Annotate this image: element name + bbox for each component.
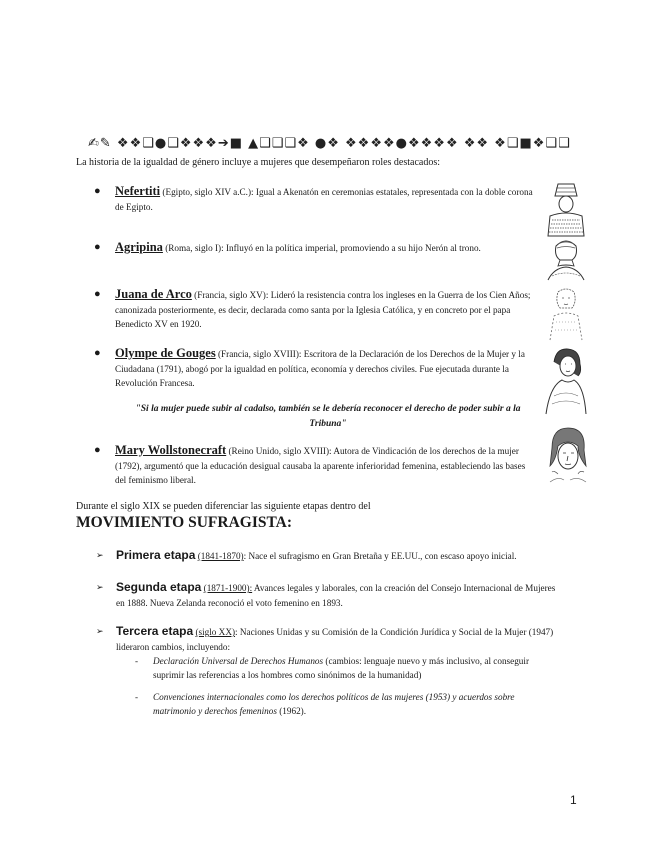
- stage-name: Tercera etapa: [116, 624, 194, 638]
- list-item-juana-de-arco: [96, 287, 536, 332]
- woman-name: Juana de Arco: [115, 287, 192, 301]
- intro-text: La historia de la igualdad de género incluye a mujeres que desempeñaron roles destacados:: [76, 157, 441, 168]
- stage-description: Avances legales y laborales, con la creación del Consejo Internacional de Mujeres en 1888. Nueva Zelanda reconoció el voto femenino en 1893.: [116, 583, 556, 608]
- movement-heading: MOVIMIENTO SUFRAGISTA:: [76, 514, 293, 531]
- sub-item-convenciones: [135, 690, 555, 718]
- stage-period: (siglo XX): [195, 627, 236, 637]
- stage-name: Primera etapa: [116, 548, 196, 562]
- olympe-de-gouges-portrait-icon: [544, 346, 588, 416]
- woman-description: (Francia, siglo XVIII): Escritora de la Declaración de los Derechos de la Mujer y la Ciudadana (1791), abogó por la igualdad en política, economía y derechos civiles. Fue ejecutada durante la Revolución Francesa.: [115, 349, 525, 388]
- bullet-icon: ●: [94, 347, 101, 359]
- woman-name: Mary Wollstonecraft: [115, 443, 227, 457]
- woman-description: (Egipto, siglo XIV a.C.): Igual a Akenatón en ceremonias estatales, representada con la doble corona de Egipto.: [115, 187, 533, 212]
- list-item-agripina: [96, 240, 536, 256]
- juana-de-arco-portrait-icon: [544, 286, 588, 342]
- bullet-icon: ●: [94, 288, 101, 300]
- list-item-olympe-de-gouges: [96, 346, 536, 391]
- woman-description: (Roma, siglo I): Influyó en la política imperial, promoviendo a su hijo Nerón al trono.: [162, 243, 481, 253]
- stage-period: (1841-1870): [197, 551, 244, 561]
- arrow-bullet-icon: ➢: [96, 582, 104, 592]
- sub-item-description: (cambios: lenguaje nuevo y más inclusivo, al conseguir suprimir las referencias a los hombres como sinónimos de la humanidad): [153, 656, 530, 680]
- woman-name: Nefertiti: [115, 184, 161, 198]
- arrow-bullet-icon: ➢: [96, 550, 104, 560]
- stage-item-primera: [96, 548, 566, 564]
- sub-item-declaracion: [135, 654, 555, 682]
- stage-item-tercera: [96, 624, 566, 654]
- stage-name: Segunda etapa: [116, 580, 202, 594]
- stages-intro-text: Durante el siglo XIX se pueden diferenciar las siguiente etapas dentro del: [76, 501, 371, 512]
- sub-item-title: Convenciones internacionales como los derechos políticos de las mujeres (1953) y acuerdos sobre matrimonio y derechos femeninos: [153, 692, 515, 716]
- bullet-icon: ●: [94, 241, 101, 253]
- list-item-mary-wollstonecraft: [96, 443, 536, 488]
- stage-period: (1871-1900):: [203, 583, 253, 593]
- woman-description: (Francia, siglo XV): Lideró la resistencia contra los ingleses en la Guerra de los Cien Años; canonizada posteriormente, es decir, declarada como santa por la Iglesia Católica, y en concreto por el papa Benedicto XV en 1920.: [115, 290, 531, 329]
- woman-name: Olympe de Gouges: [115, 346, 216, 360]
- quote-text: "Si la mujer puede subir al cadalso, también se le debería reconocer el derecho de poder subir a la Tribuna": [135, 404, 521, 429]
- agripina-portrait-icon: [544, 236, 588, 282]
- arrow-bullet-icon: ➢: [96, 626, 104, 636]
- sub-item-title: Declaración Universal de Derechos Humanos: [153, 656, 324, 666]
- woman-name: Agripina: [115, 240, 163, 254]
- mary-wollstonecraft-portrait-icon: [544, 426, 590, 500]
- woman-description: (Reino Unido, siglo XVIII): Autora de Vindicación de los derechos de la mujer (1792), argumentó que la educación desigual causaba la aparente inferioridad femenina, estableciendo las bases del feminismo liberal.: [115, 446, 526, 485]
- bullet-icon: ●: [94, 444, 101, 456]
- nefertiti-portrait-icon: [544, 180, 588, 238]
- stage-description: : Nace el sufragismo en Gran Bretaña y EE.UU., con escaso apoyo inicial.: [243, 551, 517, 561]
- sub-item-description: (1962).: [276, 706, 307, 716]
- list-item-nefertiti: [96, 184, 536, 214]
- stage-description: : Naciones Unidas y su Comisión de la Condición Jurídica y Social de la Mujer (1947) lideraron cambios, incluyendo:: [116, 627, 554, 652]
- bullet-icon: ●: [94, 185, 101, 197]
- dash-bullet-icon: -: [135, 656, 139, 666]
- document-title: ✍✎ ❖❖❑●❑❖❖❖➔■ ▲❑❑❑❖ ●❖ ❖❖❖❖●❖❖❖❖ ❖❖ ❖❑■❖❑❑: [88, 136, 571, 151]
- page-number: 1: [570, 793, 577, 807]
- dash-bullet-icon: -: [135, 692, 139, 702]
- stage-item-segunda: [96, 580, 566, 610]
